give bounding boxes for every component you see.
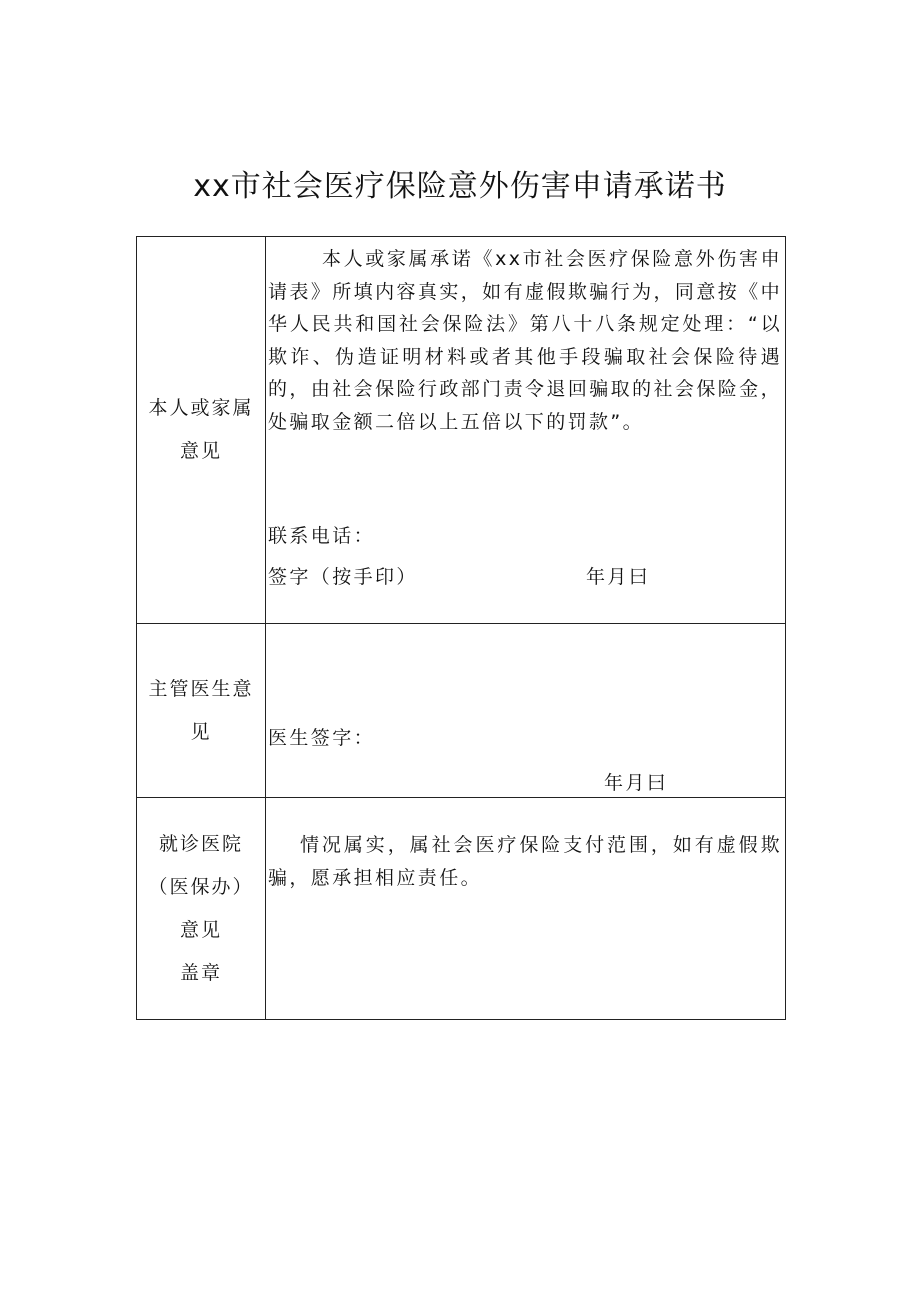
signature-label: 签字（按手印） (268, 566, 418, 588)
doctor-date-label: 年月曰 (604, 772, 669, 794)
applicant-opinion-row (137, 237, 786, 624)
pledge-form-table (136, 236, 786, 1020)
label-line: 本人或家属 (148, 397, 254, 419)
applicant-opinion-label (137, 237, 266, 624)
document-title: xx市社会医疗保险意外伤害申请承诺书 (193, 169, 727, 204)
form-content-column (266, 237, 786, 1020)
row-divider (265, 797, 785, 798)
label-line: 意见 (179, 918, 222, 941)
doctor-signature-label: 医生签字： (268, 727, 376, 749)
label-line: （医保办） (148, 875, 254, 898)
doctor-opinion-label (137, 624, 266, 798)
hospital-statement: 情况属实，属社会医疗保险支付范围，如有虚假欺骗，愿承担相应责任。 (268, 834, 782, 889)
hospital-opinion-label (137, 798, 266, 1020)
row-divider (265, 623, 785, 624)
label-line: 意见 (179, 440, 222, 462)
applicant-date-label: 年月曰 (586, 566, 651, 588)
label-line: 见 (190, 720, 212, 743)
label-line: 主管医生意 (148, 677, 254, 700)
pledge-statement: 本人或家属承诺《xx市社会医疗保险意外伤害申请表》所填内容真实，如有虚假欺骗行为，同意按《中华人民共和国社会保险法》第八十八条规定处理：“以欺诈、伪造证明材料或者其他手段骗取社会保险待遇的，由社会保险行政部门责令退回骗取的社会保险金，处骗取金额二倍以上五倍以下的罚款”。 (268, 248, 782, 433)
label-line: 盖章 (179, 961, 222, 984)
phone-label: 联系电话： (268, 525, 376, 547)
label-line: 就诊医院 (158, 832, 243, 855)
